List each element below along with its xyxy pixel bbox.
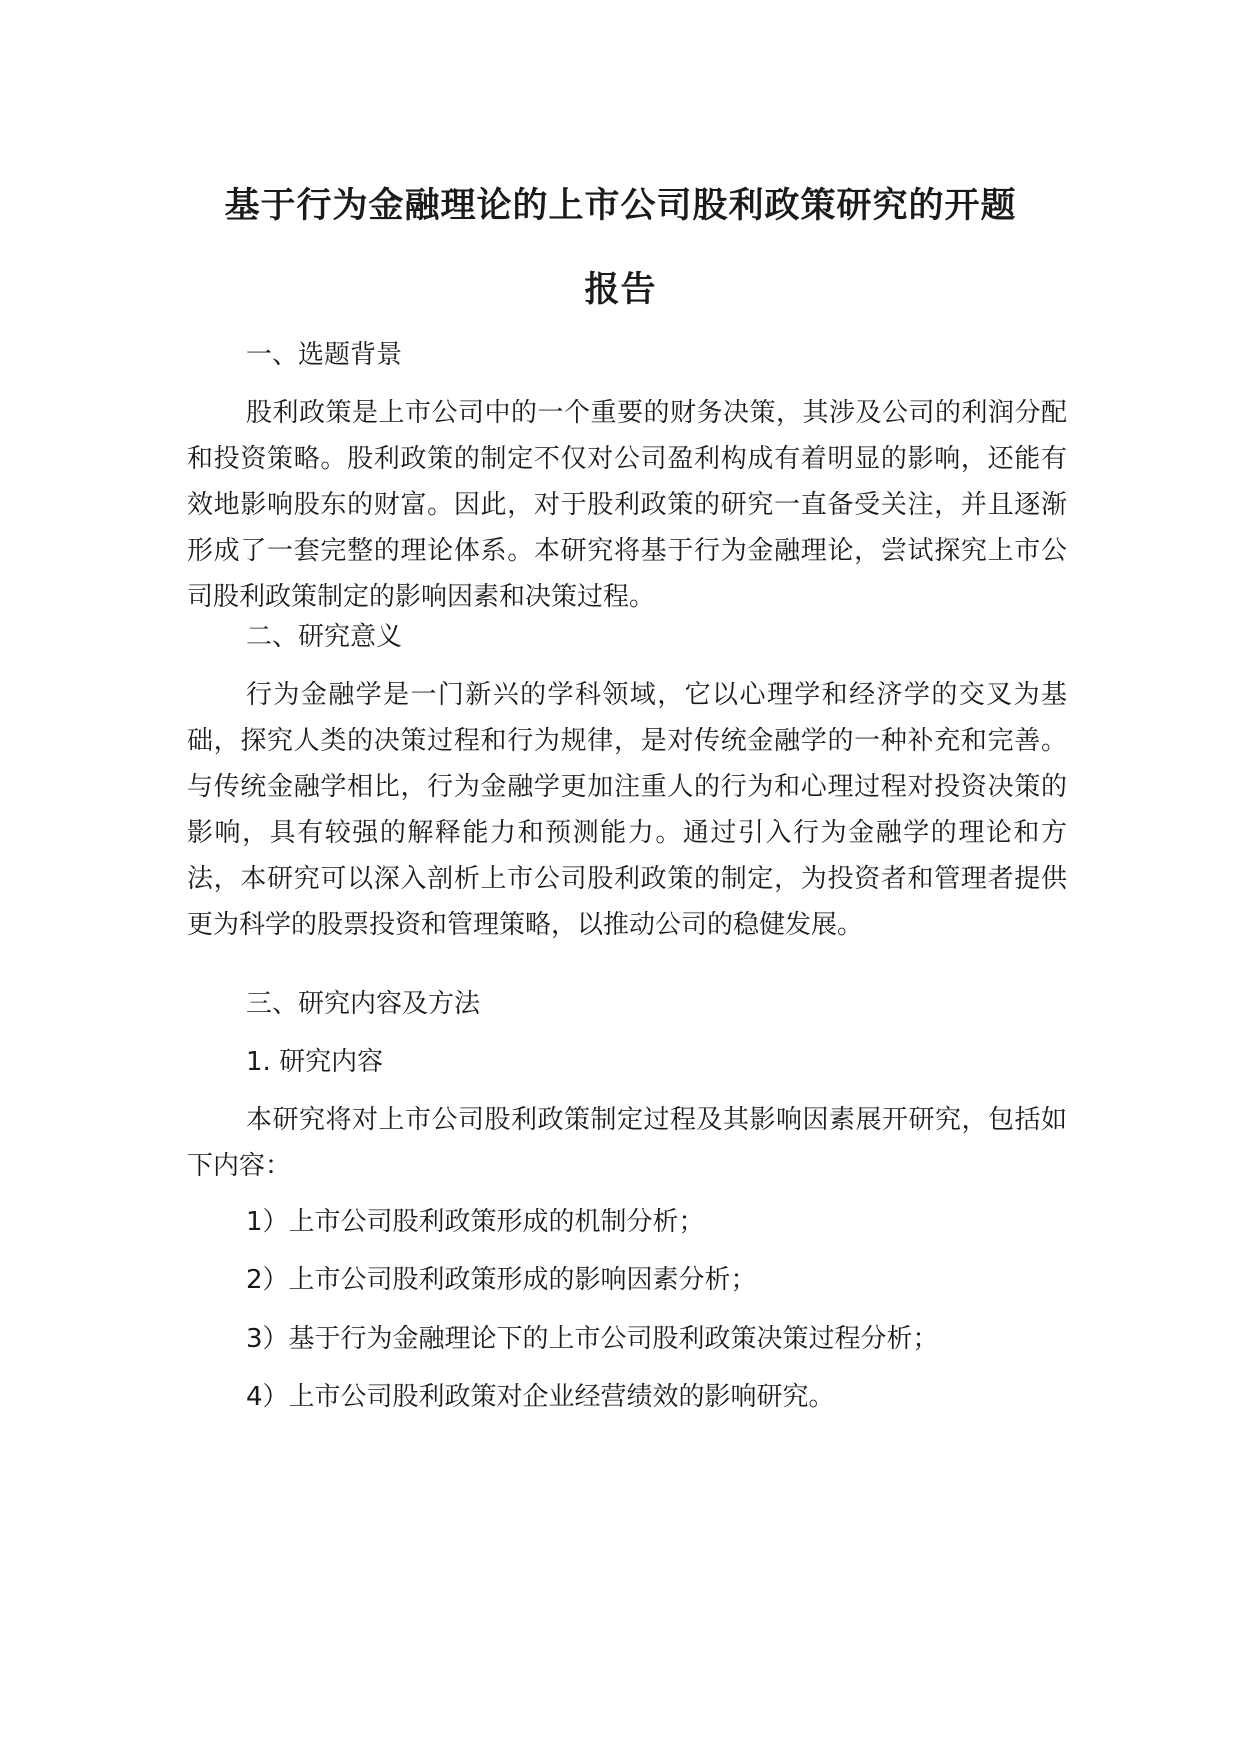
document-title-line-2: 报告: [584, 270, 657, 310]
section-2-body: 行为金融学是一门新兴的学科领域，它以心理学和经济学的交叉为基础，探究人类的决策过程和行为规律，是对传统金融学的一种补充和完善。与传统金融学相比，行为金融学更加注重人的行为和心理过程对投资决策的影响，具有较强的解释能力和预测能力。通过引入行为金融学的理论和方法，本研究可以深入剖析上市公司股利政策的制定，为投资者和管理者提供更为科学的股票投资和管理策略，以推动公司的稳健发展。: [187, 680, 1067, 940]
list-item: 2）上市公司股利政策形成的影响因素分析；: [246, 1265, 757, 1295]
section-3-intro: 本研究将对上市公司股利政策制定过程及其影响因素展开研究，包括如下内容：: [187, 1105, 1067, 1181]
section-1-body: 股利政策是上市公司中的一个重要的财务决策，其涉及公司的利润分配和投资策略。股利政策的制定不仅对公司盈利构成有着明显的影响，还能有效地影响股东的财富。因此，对于股利政策的研究一直备受关注，并且逐渐形成了一套完整的理论体系。本研究将基于行为金融理论，尝试探究上市公司股利政策制定的影响因素和决策过程。: [187, 398, 1067, 612]
section-2-heading: 二、研究意义: [246, 622, 403, 652]
section-3-heading: 三、研究内容及方法: [246, 989, 481, 1019]
list-item: 1）上市公司股利政策形成的机制分析；: [246, 1207, 705, 1237]
document-title-line-1: 基于行为金融理论的上市公司股利政策研究的开题: [224, 186, 1017, 226]
list-item: 3）基于行为金融理论下的上市公司股利政策决策过程分析；: [246, 1324, 939, 1354]
list-item: 4）上市公司股利政策对企业经营绩效的影响研究。: [246, 1382, 835, 1412]
section-1-heading: 一、选题背景: [246, 340, 403, 370]
section-3-subheading: 1. 研究内容: [246, 1047, 384, 1077]
